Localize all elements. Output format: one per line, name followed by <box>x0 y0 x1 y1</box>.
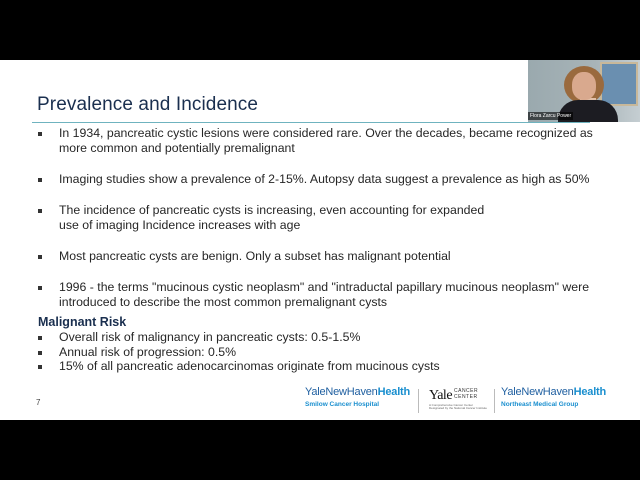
bullet-item: Most pancreatic cysts are benign. Only a subset has malignant potential <box>38 249 598 264</box>
logo-divider <box>418 389 419 413</box>
speaker-name-label: Flora Zarcu Power <box>530 113 572 119</box>
bullet-square-icon <box>38 255 42 259</box>
bullet-square-icon <box>38 132 42 136</box>
title-divider <box>32 122 590 123</box>
risk-item: 15% of all pancreatic adenocarcinomas originate from mucinous cysts <box>38 359 598 374</box>
bullet-item: In 1934, pancreatic cystic lesions were considered rare. Over the decades, became recognized as more common and potentially premalignant <box>38 126 598 156</box>
bullet-square-icon <box>38 286 42 290</box>
bullet-item: The incidence of pancreatic cysts is increasing, even accounting for expanded use of imaging Incidence increases with age <box>38 203 499 233</box>
risk-item: Overall risk of malignancy in pancreatic cysts: 0.5-1.5% <box>38 330 598 345</box>
section-heading: Malignant Risk <box>38 315 127 329</box>
speaker-face <box>572 72 596 100</box>
logo-divider <box>494 389 495 413</box>
bullet-square-icon <box>38 351 42 355</box>
bullet-square-icon <box>38 365 42 369</box>
bullet-item: Imaging studies show a prevalence of 2-15%. Autopsy data suggest a prevalence as high as 50% <box>38 172 598 187</box>
wall-picture <box>600 62 638 106</box>
slide-title: Prevalence and Incidence <box>37 94 259 115</box>
bullet-square-icon <box>38 336 42 340</box>
bullet-square-icon <box>38 178 42 182</box>
yale-cancer-center-logo: Yale CANCER CENTER A Comprehensive Cancer Center Designated by the National Cancer Institute <box>429 388 487 410</box>
speaker-webcam[interactable] <box>528 60 640 122</box>
ynhh-northeast-logo: YaleNewHavenHealth Northeast Medical Group <box>501 386 607 408</box>
bullet-square-icon <box>38 209 42 213</box>
bullet-item: 1996 - the terms "mucinous cystic neoplasm" and "intraductal papillary mucinous neoplasm" were introduced to describe the most common premalignant cysts <box>38 280 598 310</box>
bullet-list <box>38 126 598 326</box>
ynhh-smilow-logo: YaleNewHavenHealth Smilow Cancer Hospital <box>305 386 411 408</box>
risk-item: Annual risk of progression: 0.5% <box>38 345 598 360</box>
risk-list <box>38 330 598 374</box>
page-number: 7 <box>36 398 41 407</box>
